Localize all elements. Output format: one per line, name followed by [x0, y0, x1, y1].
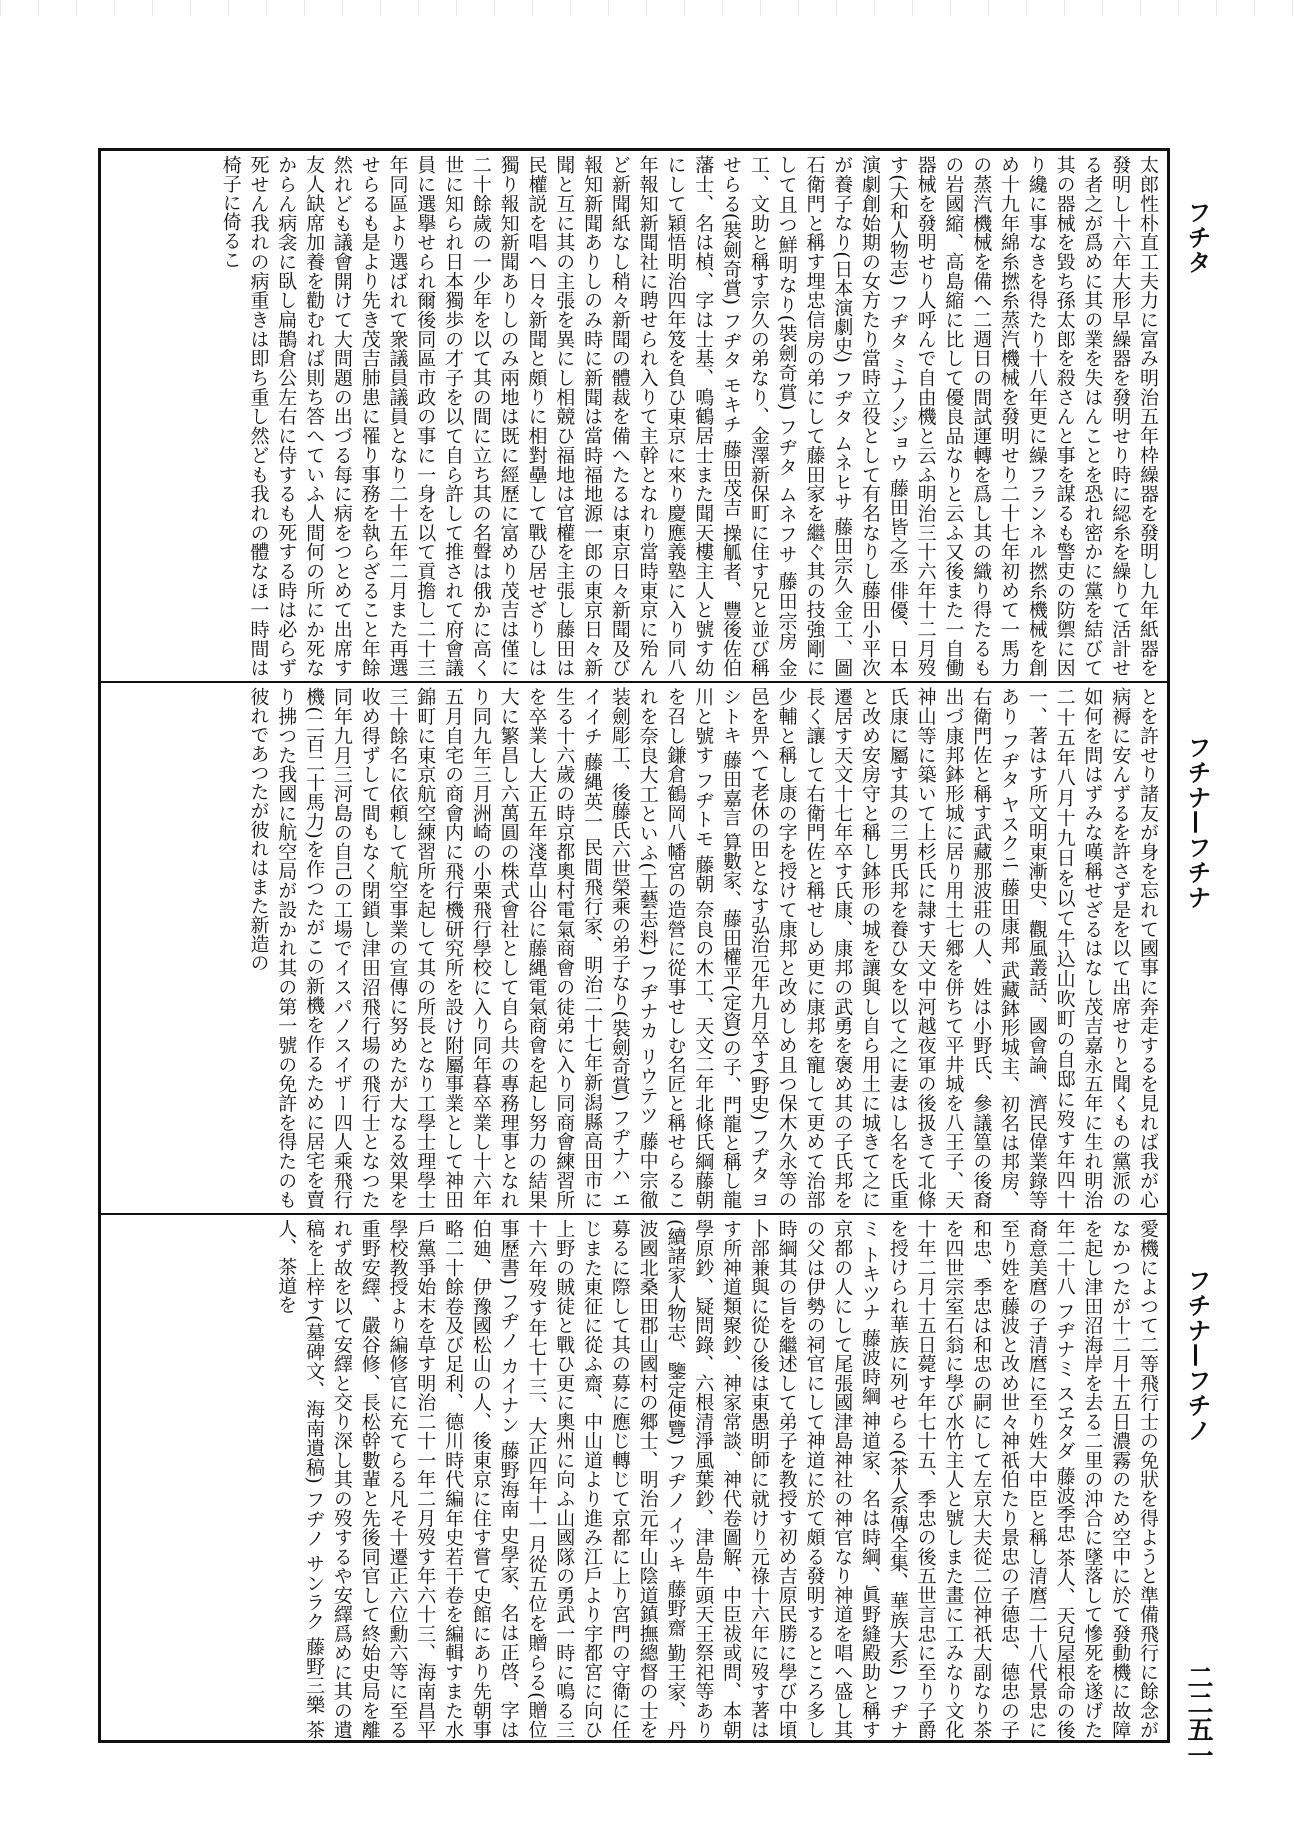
- section-top: [107, 155, 1161, 677]
- running-head-top: フチタ: [1183, 200, 1211, 275]
- running-head-middle: フチナ—フチナ: [1183, 735, 1211, 910]
- section-divider-2: [101, 1213, 1167, 1215]
- page-frame: [98, 148, 1170, 1743]
- section-bottom: [107, 1219, 1161, 1739]
- running-head-bottom: フチナ—フチノ: [1183, 1268, 1211, 1443]
- section-divider-1: [101, 681, 1167, 683]
- section-middle: [107, 687, 1161, 1209]
- section-middle-text: とを許せり諸友が身を忘れて國事に奔走するを見れば我が心病褥に安んずるを許さず是を以て出席せりと聞くもの黨派の如何を問はずみな嘆稱せざるはなし茂吉嘉永五年に生れ明治二十五年八月十九日を以て牛込山吹町の自邸に歿す年四十一、著はす所文明東漸史、觀風叢話、國會論、濟民偉業錄等あり フヂタ ヤスクニ 藤田康邦 武藏鉢形城主、初名は邦房、右衛門佐と稱す武藏那波莊の人、姓は小野氏、參議篁の後裔出づ康邦鉢形城に居り用土七郷を併ちて平井城を八王子、天神山等に築いて上杉氏に隷す天文中河越夜軍の後扱きて北條氏康に屬す其の三男氏邦を養ひ女を以て之に妻はし名を氏重と改め安房守と稱し鉢形の城を讓與し自ら用土に城きて之に遷居す天文十七年卒す氏康、康邦の武勇を褒め其の子氏邦を長く讓して右衛門佐と稱せしめ更に康邦を寵して更めて治部少輔と稱し康の字を授けて康邦と改めしめ且つ保木久永等の邑を畀へて老休の田となす弘治元年九月卒す(野史) フヂタ ヨシトキ 藤田嘉言 算數家、藤田權平(定資)の子、門龍と稱し龍川と號す フヂトモ 藤朝 奈良の木工、天文二年北條氏綱藤朝を召し鎌倉鶴岡八幡宮の造營に從事せしむ名匠と稱せらるこれを奈良大工といふ(工藝志料) フヂナカ リウテツ 藤中宗徹 装劍彫工、後藤氏六世榮乘の弟子なり(裝劍奇賞) フヂナハ エイイチ 藤縄英一 民間飛行家、明治二十七年新潟縣高田市に生る十六歲の時京都奧村電氣商會の徒弟に入り同商會練習所を卒業し大正五年淺草山谷に藤縄電氣商會を起し努力の結果大に繁昌し六萬圓の株式會社として自ら共の專務理事となれり同九年三月洲崎の小栗飛行學校に入り同年暮卒業し十六年五月自宅の商會内に飛行機研究所を設け附屬事業として神田錦町に東京航空練習所を起して其の所長となり工學士理學士三十餘名に依頼して航空事業の宣傳に努めたが大なる效果を收め得ずして間もなく閉鎖し津田沼飛行場の飛行士となつた同年九月三河島の自己の工場でイスパノスイザー四人乘飛行機(二百二十馬力)を作つたがこの新機を作るために居宅を賣り拂つた我國に航空局が設かれ其の第一號の免許を得たのも彼れであつたが彼れはまた新造の: [247, 687, 1159, 1209]
- top-edge-speckles: [0, 0, 1295, 16]
- section-top-text: 太郎性朴直工夫力に富み明治五年枠繰器を發明し九年紙器を發明し十六年大形早繰器を發明せり時に綛糸を繰りて活計せる者之が爲めに其の業を失はんことを恐れ密かに黨を結びて其の器械を毀ち孫太郎を殺さんと事を謀るも警吏の防禦に因り纔に事なきを得たり十八年更に繰フランネル撚糸機械を創め十九年綿糸撚糸蒸汽機械を發明せり二十七年初めて一馬力の蒸汽機械を備へ二週日の間試運轉を爲し其の織り得たるもの岩國縮、高島縮に比して優良品なりと云ふ又後また一自働器械を發明せり人呼んで自由機と云ふ明治三十六年十二月歿す(大和人物志) フヂタ ミナノジョウ 藤田皆之丞 俳優、日本演劇創始期の女方たり當時立役として有名なりし藤田小平次が養子なり(日本演劇史) フヂタ ムネヒサ 藤田宗久 金工、圖石衛門と稱す埋忠信房の弟にして藤田家を繼ぐ其の技強剛にして且つ鮮明なり(裝劍奇賞) フヂタ ムネフサ 藤田宗房 金工、文助と稱す宗久の弟なり、金澤新保町に住す兄と並び稱せらる(裝劍奇賞) フヂタ モキチ 藤田茂吉 操觚者、豐後佐伯藩士、名は楨、字は士基、鳴鶴居士また聞天樓主人と號す幼にして穎悟明治四年笈を負ひ東京に來り慶應義塾に入り同八年報知新聞社に聘せられ入りて主幹となれり當時東京に殆んど新聞紙なし稍々新聞の體裁を備へたるは東京日々新聞及び報知新聞ありしのみ時に新聞は當時福地源一郎の東京日々新聞と互に其の主張を異にし相競ひ福地は官權を主張し藤田は民權説を唱へ日々新聞と頗りに相對壘して戰ひ居せざりしは獨り報知新聞ありしのみ兩地は既に經歷に富めり茂吉は僅に二十餘歲の一少年を以て其の間に立ち其の名聲は俄かに高く世に知られ日本獨歩の才子を以て自ら許して推されて府會議員に選擧せられ爾後同區市政の事に一身を以て貢擔し二十三年同區より選ばれて衆議員議員となり二十五年二月また再選せらるも是より先き茂吉肺患に罹り事務を執らざること年餘然れども議會開けて大問題の出づる每に病をつとめて出席す友人缺席加養を勸むれば則ち答へていふ人間何の所にか死なからん病衾に臥し扁鵲倉公左右に侍するも死する時は必らず死せん我れの病重きは即ち重し然ども我れの體なほ一時間は椅子に倚るこ: [219, 155, 1159, 677]
- page-number: 二二五一: [1183, 1664, 1213, 1768]
- section-bottom-text: 愛機によつて二等飛行士の免狀を得ようと準備飛行に餘念がなかつたが十二月十五日濃霧のため空中に於て發動機に故障を起し津田沼海岸を去る二里の沖合に墜落して慘死を遂げた年二十八 フヂナミ スヱタダ 藤波季忠 茶人、天兒屋根命の後裔意美麿の子清麿に至り姓大中臣と稱し清麿二十八代景忠に至り姓を藤波と改め世々神祇伯たり景忠の子德忠、德忠の子和忠、季忠は和忠の嗣にして左京大夫從二位神祇大副なり茶を四世宗室石翁に學び水竹主人と號しまた畫に工みなり文化十年二月十五日薨す年七十五、季忠の後五世言忠に至り子爵を授けられ華族に列せらる(茶人系傳全集、華族大系) フヂナミ トキツナ 藤波時綱 神道家、名は時綱、眞野縫殿助と稱す京都の人にして尾張國津島神社の神官なり神道を唱へ盛し其の父は伊勢の祠官にして神道に於て頗る發明するところ多し時綱其の旨を繼述して弟子を教授す初め吉原民勝に學び中頃卜部兼與に從ひ後は東愚明師に就けり元祿十六年に歿す著はす所神道類聚鈔、神家常談、神代卷圖解、中臣祓或問、本朝學原鈔、疑問錄、六根清淨風葉鈔、津島牛頭天王祭祀等あり(續諸家人物志、鑒定便覽) フヂノ イツキ 藤野齋 勤王家、丹波國北桑田郡山國村の郷士、明治元年山陰道鎮撫總督の士を募るに際して其の募に應じ轉じて京都に上り宮門の守衛に任じまた東征に從ふ齋、中山道より進み江戶より宇都宮に向ひ上野の賊徒と戰ひ更に奧州に向ふ山國隊の勇武一時に鳴る三十六年歿す年七十三、大正四年十一月從五位を贈らる(贈位事歷書) フヂノ カイナン 藤野海南 史學家、名は正啓、字は伯廸、伊豫國松山の人、後東京に住す嘗て史館にあり先朝事略二十餘卷及び足利、德川時代編年史若干卷を編輯すまた水戶黨爭始末を草す明治二十一年二月歿す年六十三、海南昌平學校教授より編修官に充てらる凡そ十遷正六位勳六等に至る重野安繹、嚴谷修、長松幹數輩と先後同官して終始史局を離れず故を以て安繹と交り深し其の歿するや安繹爲めに其の遺稿を上梓す(墓碑文、海南遺稿) フヂノ サンラク 藤野三樂 茶人、茶道を: [275, 1219, 1159, 1739]
